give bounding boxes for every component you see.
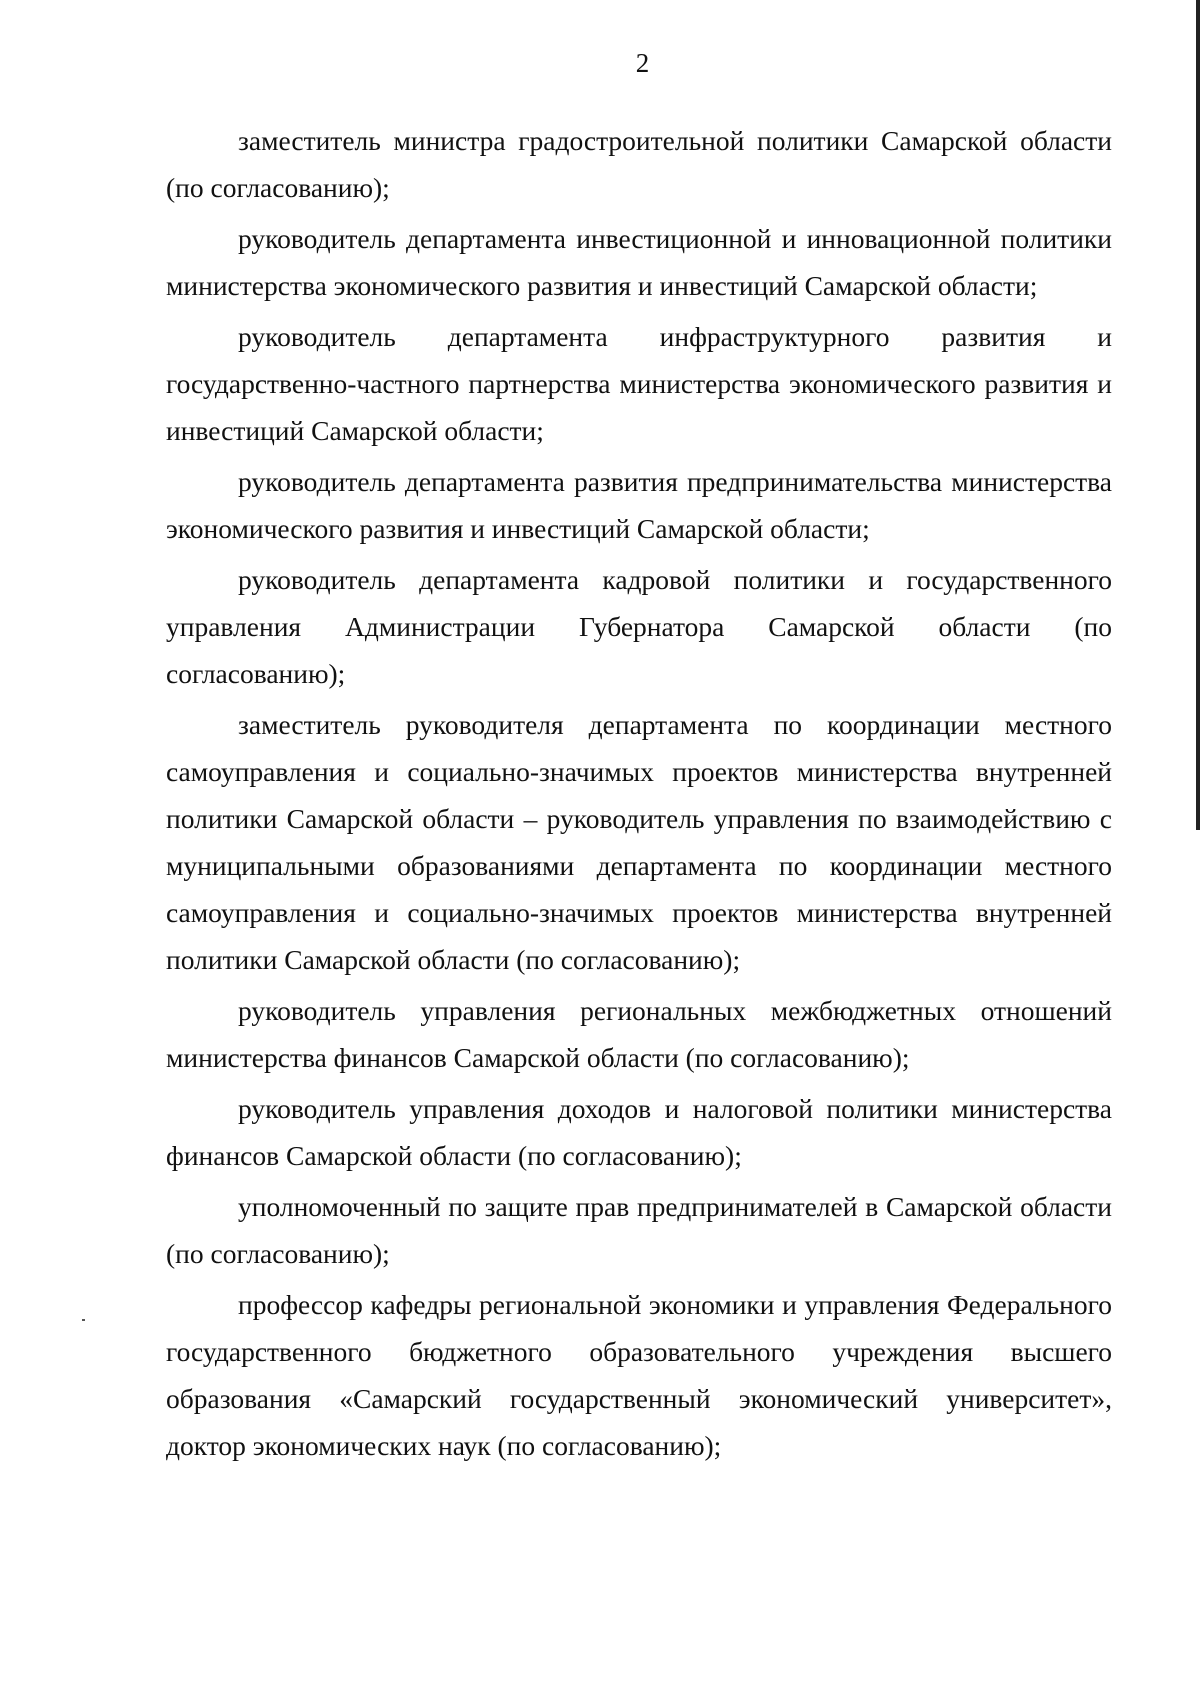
list-item: руководитель департамента инфраструктурного развития и государственно-частного партнерства министерства экономического развития и инвестиций Самарской области;	[166, 321, 1112, 446]
list-item: уполномоченный по защите прав предпринимателей в Самарской области (по согласованию);	[166, 1191, 1112, 1269]
document-body	[166, 117, 1112, 1469]
list-item: руководитель департамента инвестиционной и инновационной политики министерства экономического развития и инвестиций Самарской области;	[166, 223, 1112, 301]
scan-edge-shadow	[1196, 0, 1200, 830]
page-number: 2	[635, 48, 650, 78]
list-item: заместитель министра градостроительной политики Самарской области (по согласованию);	[166, 125, 1112, 203]
list-item: заместитель руководителя департамента по координации местного самоуправления и социально-значимых проектов министерства внутренней политики Самарской области – руководитель управления по взаимодействию с муниципальными образованиями департамента по координации местного самоуправления и социально-значимых проектов министерства внутренней политики Самарской области (по согласованию);	[166, 709, 1112, 975]
list-item: руководитель департамента кадровой политики и государственного управления Администрации Губернатора Самарской области (по согласованию);	[166, 564, 1112, 689]
list-item: профессор кафедры региональной экономики и управления Федерального государственного бюджетного образовательного учреждения высшего образования «Самарский государственный экономический университет», доктор экономических наук (по согласованию);	[166, 1289, 1112, 1461]
scan-speck	[82, 1319, 85, 1321]
list-item: руководитель департамента развития предпринимательства министерства экономического развития и инвестиций Самарской области;	[166, 466, 1112, 544]
list-item: руководитель управления региональных межбюджетных отношений министерства финансов Самарской области (по согласованию);	[166, 995, 1112, 1073]
list-item: руководитель управления доходов и налоговой политики министерства финансов Самарской области (по согласованию);	[166, 1093, 1112, 1171]
